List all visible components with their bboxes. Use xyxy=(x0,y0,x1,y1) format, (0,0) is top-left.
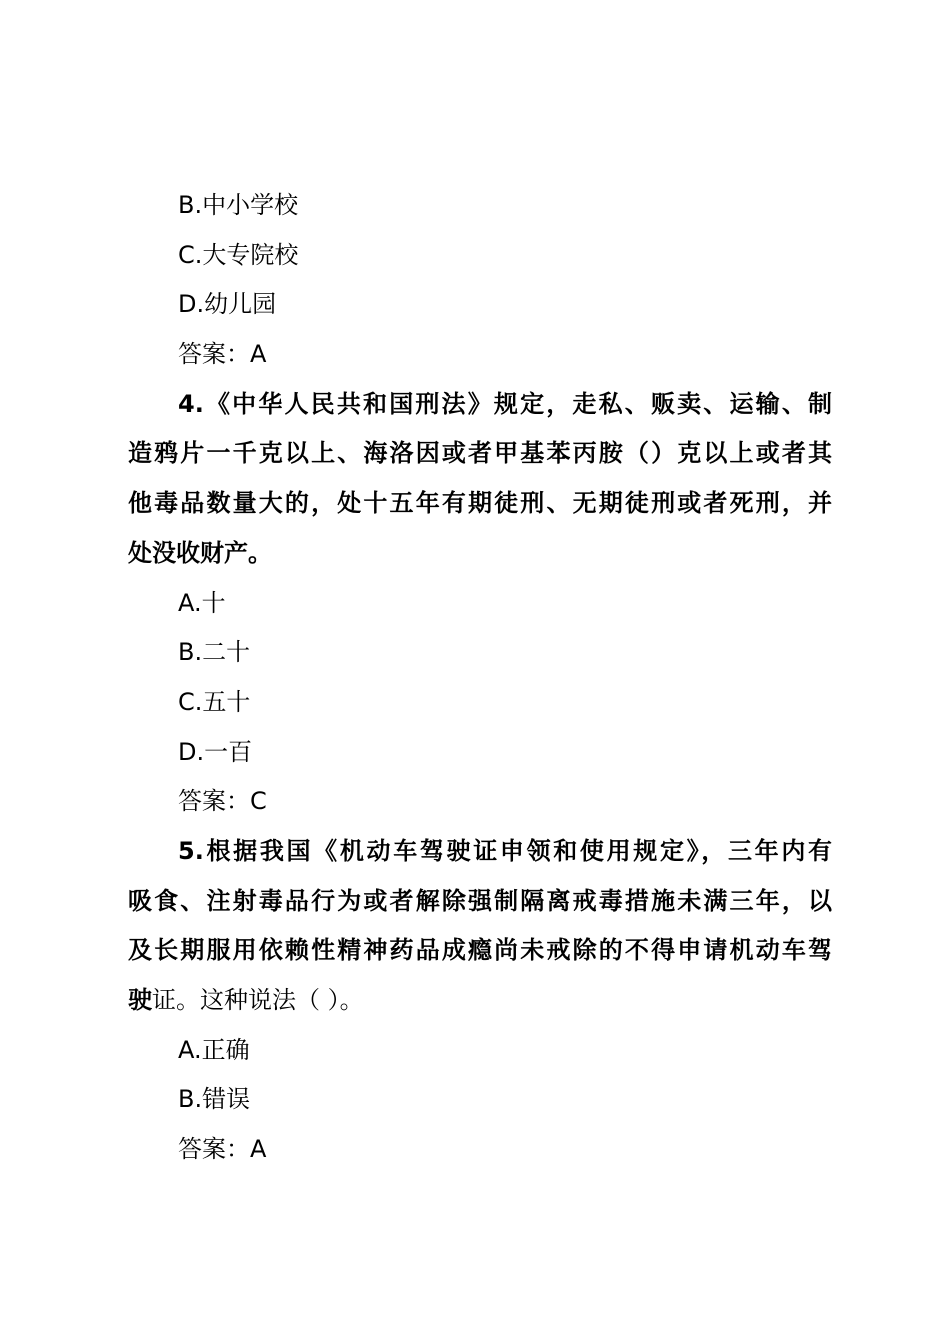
question-4-line: 他毒品数量大的，处十五年有期徒刑、无期徒刑或者死刑，并 xyxy=(128,489,832,518)
question-5-line: 5.根据我国《机动车驾驶证申领和使用规定》，三年内有 xyxy=(178,836,832,865)
option-q3-d: D.幼儿园 xyxy=(178,290,277,319)
question-4-line: 4.《中华人民共和国刑法》规定，走私、贩卖、运输、制 xyxy=(178,389,832,418)
option-q4-c: C.五十 xyxy=(178,687,251,716)
question-4-line: 造鸦片一千克以上、海洛因或者甲基苯丙胺（）克以上或者其 xyxy=(128,439,832,468)
answer-q5: 答案：A xyxy=(178,1135,267,1164)
option-q4-d: D.一百 xyxy=(178,737,253,766)
answer-q3: 答案：A xyxy=(178,340,267,369)
question-5-line: 及长期服用依赖性精神药品成瘾尚未戒除的不得申请机动车驾 xyxy=(128,936,832,965)
question-4 xyxy=(128,380,832,579)
document-content xyxy=(128,181,832,1175)
question-5-normal-fragment: 证。这种说法（ ）。 xyxy=(152,986,364,1014)
answer-q4: 答案：C xyxy=(178,787,267,816)
option-q5-b: B.错误 xyxy=(178,1085,251,1114)
question-5-line: 吸食、注射毒品行为或者解除强制隔离戒毒措施未满三年，以 xyxy=(128,886,832,915)
option-q3-c: C.大专院校 xyxy=(178,240,299,269)
question-4-line: 处没收财产。 xyxy=(128,538,272,567)
option-q4-a: A.十 xyxy=(178,588,226,617)
option-q4-b: B.二十 xyxy=(178,638,251,667)
question-5 xyxy=(128,827,832,1026)
option-q3-b: B.中小学校 xyxy=(178,191,299,219)
question-5-bold-fragment: 驶 xyxy=(128,986,152,1014)
option-q5-a: A.正确 xyxy=(178,1035,250,1064)
question-5-line xyxy=(128,976,832,1026)
